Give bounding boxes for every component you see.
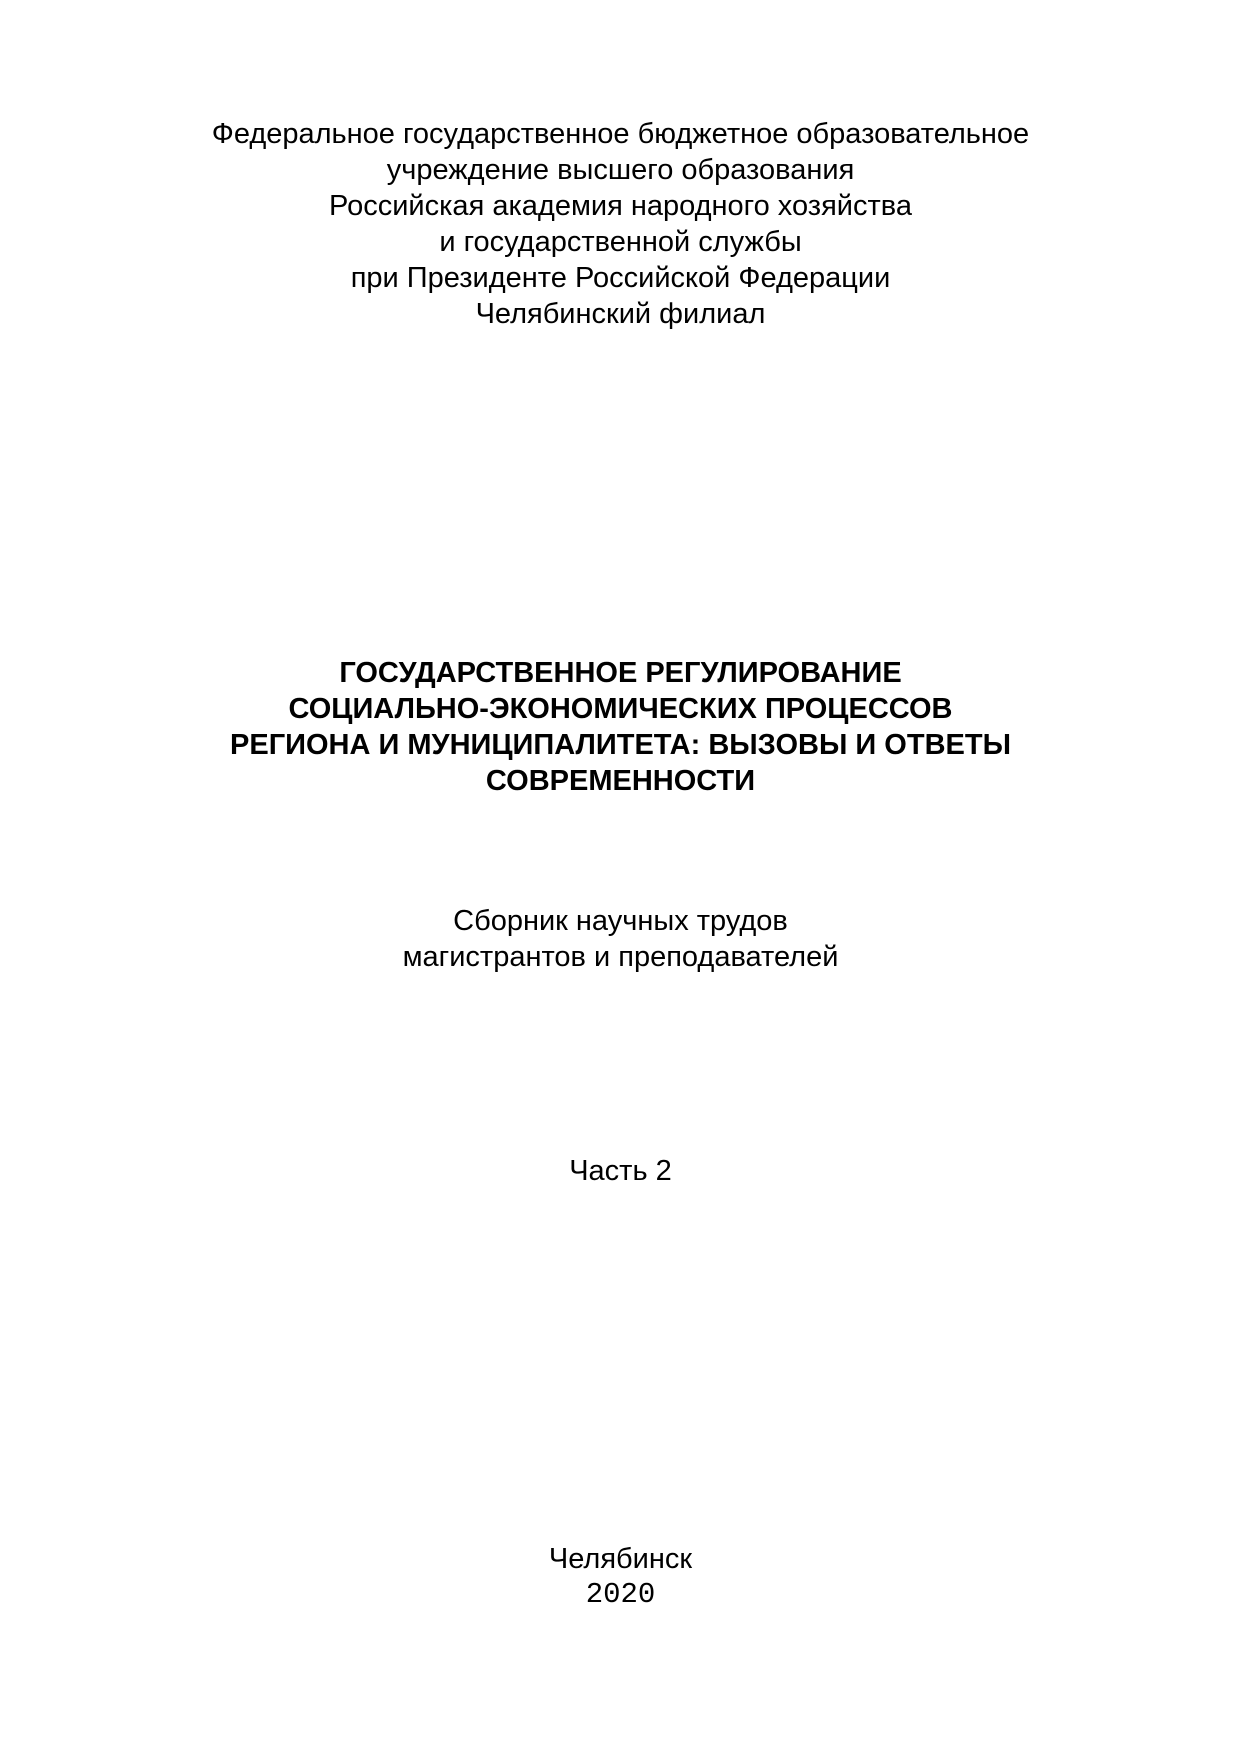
subtitle-line: магистрантов и преподавателей xyxy=(402,941,839,973)
institution-line: Российская академия народного хозяйства xyxy=(329,190,912,222)
institution-line: Федеральное государственное бюджетное образовательное xyxy=(211,118,1030,150)
document-title xyxy=(0,655,1241,799)
institution-name xyxy=(0,116,1241,332)
institution-line: Челябинский филиал xyxy=(475,298,766,330)
institution-line: учреждение высшего образования xyxy=(386,154,855,186)
title-line: ГОСУДАРСТВЕННОЕ РЕГУЛИРОВАНИЕ xyxy=(339,657,902,689)
imprint-city: Челябинск xyxy=(548,1543,693,1575)
subtitle-line: Сборник научных трудов xyxy=(453,905,788,937)
title-line: СОЦИАЛЬНО-ЭКОНОМИЧЕСКИХ ПРОЦЕССОВ xyxy=(288,693,953,725)
title-line: СОВРЕМЕННОСТИ xyxy=(485,765,756,797)
document-subtitle xyxy=(0,903,1241,975)
part-label: Часть 2 xyxy=(569,1155,672,1187)
title-line: РЕГИОНА И МУНИЦИПАЛИТЕТА: ВЫЗОВЫ И ОТВЕТЫ xyxy=(230,729,1011,761)
imprint xyxy=(0,1541,1241,1613)
institution-line: при Президенте Российской Федерации xyxy=(350,262,891,294)
part-number xyxy=(0,1153,1241,1189)
institution-line: и государственной службы xyxy=(439,226,802,258)
imprint-year: 2020 xyxy=(585,1578,656,1611)
